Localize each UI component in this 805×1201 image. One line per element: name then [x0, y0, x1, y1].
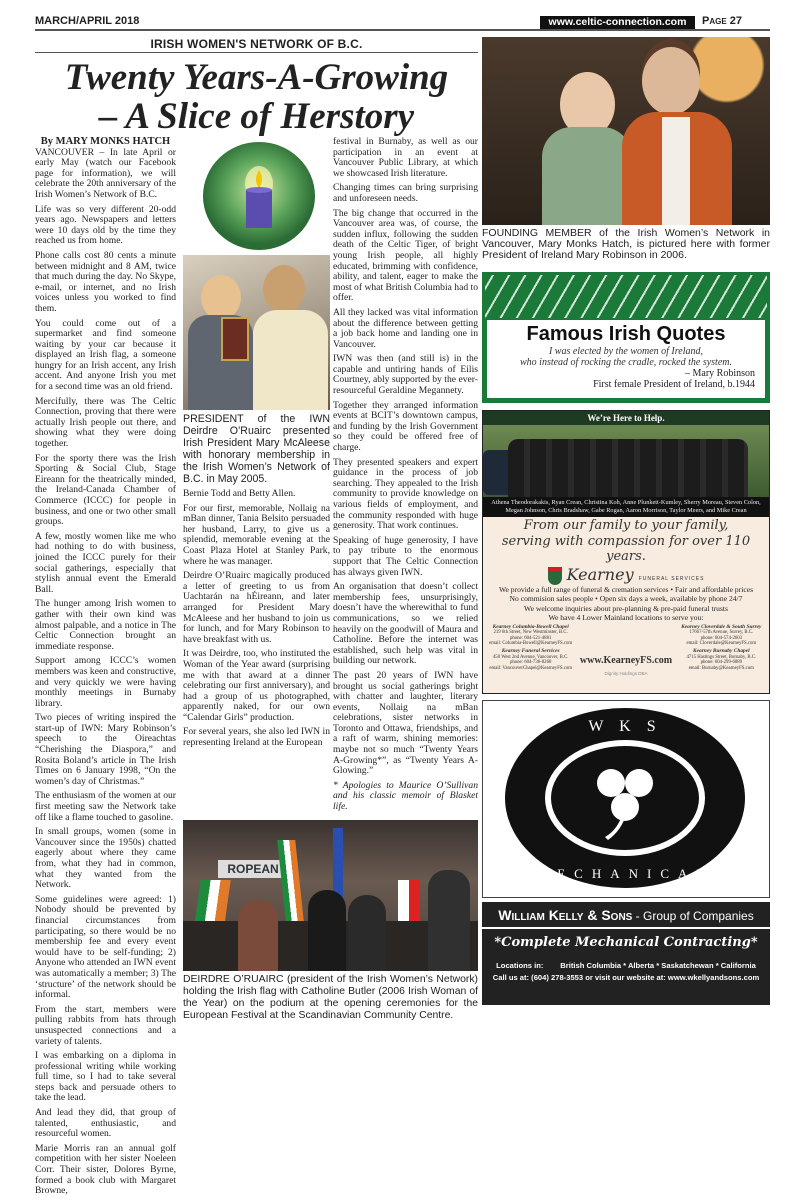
location-name: Kearney Funeral Services: [501, 648, 560, 654]
footnote: * Apologies to Maurice O’Sullivan and his classic memoir of Blasket life.: [333, 779, 478, 813]
paragraph: An organisation that doesn’t collect membership fees, unsurprisingly, doesn’t have the wherewithal to fund communications, so we relied heavily on the goodwill of Maura and Catholine. Before the internet was established, such help was vital in building our network.: [333, 581, 478, 667]
article-column-2: [183, 489, 330, 753]
paragraph: You could come out of a supermarket and find someone waiting by your car because it displayed an Irish flag, a someone hungry for an Irish accent, any Irish accent. And anyone Irish you met for a second time was an old friend.: [35, 317, 176, 393]
paragraph: A few, mostly women like me who had nothing to do with business, joined the ICCC purely for their social gatherings, especially that stylish annual event the Emerald Ball.: [35, 530, 176, 595]
location-email: email: Cloverdale@KearneyFS.com: [686, 641, 757, 647]
website-url[interactable]: www.celtic-connection.com: [540, 16, 695, 29]
paragraph: Life was so very different 20-odd years ago. Newspapers and letters were 10 days old by the time they reached us from home.: [35, 203, 176, 247]
photo-festival: [183, 820, 478, 971]
headline-line2: – A Slice of Herstory: [98, 96, 415, 137]
location-phone: phone: 604-521-4881: [509, 635, 552, 641]
company-contact[interactable]: Call us at: (604) 278-3553 or visit our website at: www.wkellyandsons.com: [492, 973, 760, 982]
paragraph: Deirdre O’Ruairc magically produced a letter of greeting to us from Uachtarán na hÉireann, and later arranged for President Mary McAleese and her husband to join us for lunch, and for Mary Robinson to have breakfast with us.: [183, 570, 330, 645]
svg-text:MECHANICAL: MECHANICAL: [536, 866, 714, 881]
paragraph: All they lacked was vital information about the difference between getting a job back home and landing one in Vancouver.: [333, 306, 478, 350]
paragraph: For several years, she also led IWN in representing Ireland at the European: [183, 726, 330, 749]
location-addr: 17667-57th Avenue, Surrey, B.C.: [689, 630, 754, 636]
header-rule: [35, 29, 770, 31]
quote-author-role: First female President of Ireland, b.1944: [593, 379, 755, 390]
paragraph: Two pieces of writing inspired the start-up of IWN: Mary Robinson’s speech to the Oireachtas “Cherishing the Diaspora,” and Rosita Boland’s article in The Irish Times on 6 January 1998, “On the women’s day of Christmas.”: [35, 712, 176, 787]
paragraph: The past 20 years of IWN have brought us social gatherings bright with chatter and laughter, literary events, Nollaig na mBan celebrations, sister networks in Toronto and Ottawa, friendships, and a raft of warm, shining memories: maybe not so much “Twenty Years A-Growing*”, as “Twenty Years A-Glowing.”: [333, 669, 478, 777]
quote-author: – Mary Robinson: [685, 368, 755, 379]
issue-date: MARCH/APRIL 2018: [35, 15, 140, 27]
headline-line1: Twenty Years-A-Growing: [64, 57, 449, 98]
staff-names: Athena Theodorakakis, Ryan Crean, Christina Koh, Anne Plunkett-Kumley, Sherry Moreau, Steven Colon, Megan Johnson, Chris Bradshaw, Gabe Rogan, Aaron Morrison, Taylor Meers, and Mike Crean: [483, 497, 769, 517]
paragraph: Together they arranged information events at BCIT’s downtown campus, and funding by the Irish Government so they could be offered free of charge.: [333, 399, 478, 454]
byline: By MARY MONKS HATCH: [40, 136, 171, 147]
location-name: Kearney Columbia-Bowell Chapel: [492, 623, 569, 630]
section-heading: IRISH WOMEN'S NETWORK OF B.C.: [150, 37, 363, 51]
william-kelly-ad: [482, 902, 770, 1005]
location-name: Kearney Burnaby Chapel: [693, 648, 750, 654]
paragraph: They presented speakers and expert guidance in the process of job searching. They appealed to the Irish community to provide knowledge on various fields of employment, and the community responded with huge generosity. That work continues.: [333, 456, 478, 532]
location-email: email: Columbia-Bowell@KearneyFS.com: [489, 641, 573, 647]
candle-icon: [190, 140, 328, 252]
paragraph: In small groups, women (some in Vancouver since the 1950s) chatted eagerly about where they came from, what they had in common, what they wanted from the Network.: [35, 826, 176, 891]
candle-emblem: [190, 140, 328, 252]
paragraph: The big change that occurred in the Vancouver area was, of course, the sudden influx, following the sudden death of the Celtic Tiger, of bright young Irish people, all highly educated, brimming with confidence, ability, and talent, eager to make the most of what British Columbia had to offer.: [333, 207, 478, 304]
caption-festival: DEIRDRE O’RUAIRC (president of the Irish Women’s Network) holding the Irish flag with Catholine Butler (2006 Irish Woman of the Year) on the podium at the opening ceremonies for the European Festival at the Scandinavian Community Centre.: [183, 974, 478, 1021]
paragraph: Bernie Todd and Betty Allen.: [183, 488, 296, 499]
location-name: Kearney Cloverdale & South Surrey: [681, 623, 762, 630]
svg-text:W K S: W K S: [588, 718, 662, 735]
company-name: William Kelly & Sons - Group of Companies: [482, 902, 770, 929]
paragraph: Speaking of huge generosity, I have to pay tribute to the enormous support that The Celtic Connection has always given IWN.: [333, 534, 478, 578]
service-line: No commision sales people • Open six days a week, available by phone 24/7: [509, 594, 743, 604]
location-email: email: Burnaby@KearneyFS.com: [688, 665, 754, 671]
location-email: email: VancouverChapel@KearneyFS.com: [489, 665, 572, 671]
paragraph: For the sporty there was the Irish Sporting & Social Club, Stage Eireann for the theatrically minded, the Ireland-Canada Chamber of Commerce (ICCC) for people in business, and one or two other small groups.: [35, 452, 176, 528]
paragraph: It was Deirdre, too, who instituted the Woman of the Year award (surprising me with that award at a dinner celebrating our first anniversary), and had a group of us photographed, apparently naked, for our own “Calendar Girls” production.: [183, 648, 330, 723]
kearney-logo: Kearney FUNERAL SERVICES: [483, 565, 769, 585]
location-phone: phone: 604-299-6889: [700, 660, 743, 666]
quote-title: Famous Irish Quotes: [526, 323, 726, 345]
location-phone: phone: 604-736-8268: [509, 660, 552, 666]
quote-line1: I was elected by the women of Ireland,: [548, 346, 704, 357]
ad-service-lines: [483, 585, 769, 623]
location: [674, 649, 769, 671]
page-number: Page 27: [702, 15, 742, 27]
company-locations: Locations in: British Columbia * Alberta * Saskatchewan * California: [496, 961, 756, 970]
location-addr: 450 West 2nd Avenue, Vancouver, B.C.: [492, 654, 569, 660]
famous-irish-quotes-box: [482, 272, 770, 403]
location-phone: phone: 604-574-2603: [700, 635, 743, 641]
section-rule: [35, 52, 478, 53]
kearney-url[interactable]: www.KearneyFS.com: [579, 654, 673, 666]
location-addr: 4715 Hastings Street, Burnaby, B.C.: [686, 654, 757, 660]
ad-slogan-1: From our family to your family,: [523, 518, 729, 533]
quote-line2: who instead of rocking the cradle, rocked the system.: [520, 357, 732, 368]
location-addr: 219 6th Street, New Westminster, B.C.: [493, 630, 568, 636]
celtic-knot-border: [485, 275, 767, 318]
caption-mcaleese: PRESIDENT of the IWN Deirdre O’Ruairc presented Irish President Mary McAleese with honorary membership in the Irish Women’s Network of B.C. in May 2005.: [183, 413, 330, 485]
paragraph: The enthusiasm of the women at our first meeting saw the Network take off like a flame touched to gasoline.: [35, 790, 176, 823]
ad-locations: [483, 625, 769, 672]
photo-robinson: [482, 37, 770, 225]
festival-banner: ROPEAN: [218, 860, 288, 878]
paragraph: From the start, members were pulling rabbits from hats through unsuspected connections and a variety of talents.: [35, 1003, 176, 1047]
staff-photo: [483, 425, 769, 497]
location: [483, 649, 578, 671]
paragraph: Some guidelines were agreed: 1) Nobody should be prevented by financial circumstances from participating, so there would be no membership fee and every event would have to be self-funding; 2) Anyone who attended an IWN event was automatically a member; 3) The ‘structure’ of the network should be informal.: [35, 893, 176, 1001]
company-tagline: *Complete Mechanical Contracting*: [494, 935, 758, 950]
crest-icon: [548, 567, 562, 585]
ad-dba: Dignity Holdings DBA: [604, 671, 648, 677]
paragraph: For our first, memorable, Nollaig na mBan dinner, Tania Belsito persuaded her husband, Larry, to give us a splendid, memorable evening at the Coast Plaza Hotel at Stanley Park, where he was manager.: [183, 502, 330, 567]
paragraph: Support among ICCC’s women members was keen and constructive, and very quickly we were having monthly meetings in Burnaby library.: [35, 655, 176, 709]
article-column-3: [333, 137, 478, 817]
paragraph: And lead they did, that group of talented, enthusiastic, and resourceful women.: [35, 1107, 176, 1140]
paragraph: The hunger among Irish women to gather with their own kind was almost palpable, and a notice in The Celtic Connection brought an immediate response.: [35, 598, 176, 652]
caption-robinson: FOUNDING MEMBER of the Irish Women’s Network in Vancouver, Mary Monks Hatch, is pictured here with former President of Ireland Mary Robinson in 2006.: [482, 227, 770, 261]
spacer: [578, 625, 673, 647]
ad-slogan-2: serving with compassion for over 110 years.: [501, 534, 751, 564]
wks-mechanical-logo: [482, 700, 770, 898]
photo-mcaleese: [183, 255, 330, 410]
shamrock-logo-icon: [483, 701, 768, 896]
service-line: We provide a full range of funeral & cremation services • Fair and affordable prices: [498, 585, 754, 594]
paragraph: Changing times can bring surprising and unforeseen needs.: [333, 182, 478, 204]
paragraph: Marie Morris ran an annual golf competition with her sister Noeleen Corr. Their sister, Dolores Byrne, formed a book club with Margaret Browne,: [35, 1142, 176, 1197]
paragraph: I was embarking on a diploma in professional writing while working full time, so I had to take several steps back and persuade others to take the lead.: [35, 1050, 176, 1104]
paragraph: IWN was then (and still is) in the capable and untiring hands of Eilis Courtney, ably supported by the ever-resourceful Geraldine Megannety.: [333, 353, 478, 397]
ad-banner: We’re Here to Help.: [483, 411, 769, 425]
paragraph: Mercifully, there was The Celtic Connection, proving that there were actually Irish people out there, and showing what they were doing together.: [35, 395, 176, 450]
headline: [35, 58, 478, 136]
article-column-1: [35, 137, 176, 1201]
paragraph: Phone calls cost 80 cents a minute between midnight and 8 AM, twice that much during the day. No Skype, e-mail, or internet, and no Irish voices unless you worked to find them.: [35, 249, 176, 314]
location: [483, 625, 578, 647]
service-line: We welcome inquiries about pre-planning & pre-paid funeral trusts: [524, 603, 728, 613]
paragraph: VANCOUVER – In late April or early May (watch our Facebook page for information), we will celebrate the 20th anniversary of the Irish Women’s Network of B.C.: [35, 146, 176, 200]
kearney-funeral-ad: [482, 410, 770, 694]
location: [674, 625, 769, 647]
service-line: We have 4 Lower Mainland locations to serve you:: [548, 613, 704, 623]
paragraph: festival in Burnaby, as well as our participation in an event at Vancouver Public Library, at which we showcased Irish literature.: [333, 136, 478, 179]
